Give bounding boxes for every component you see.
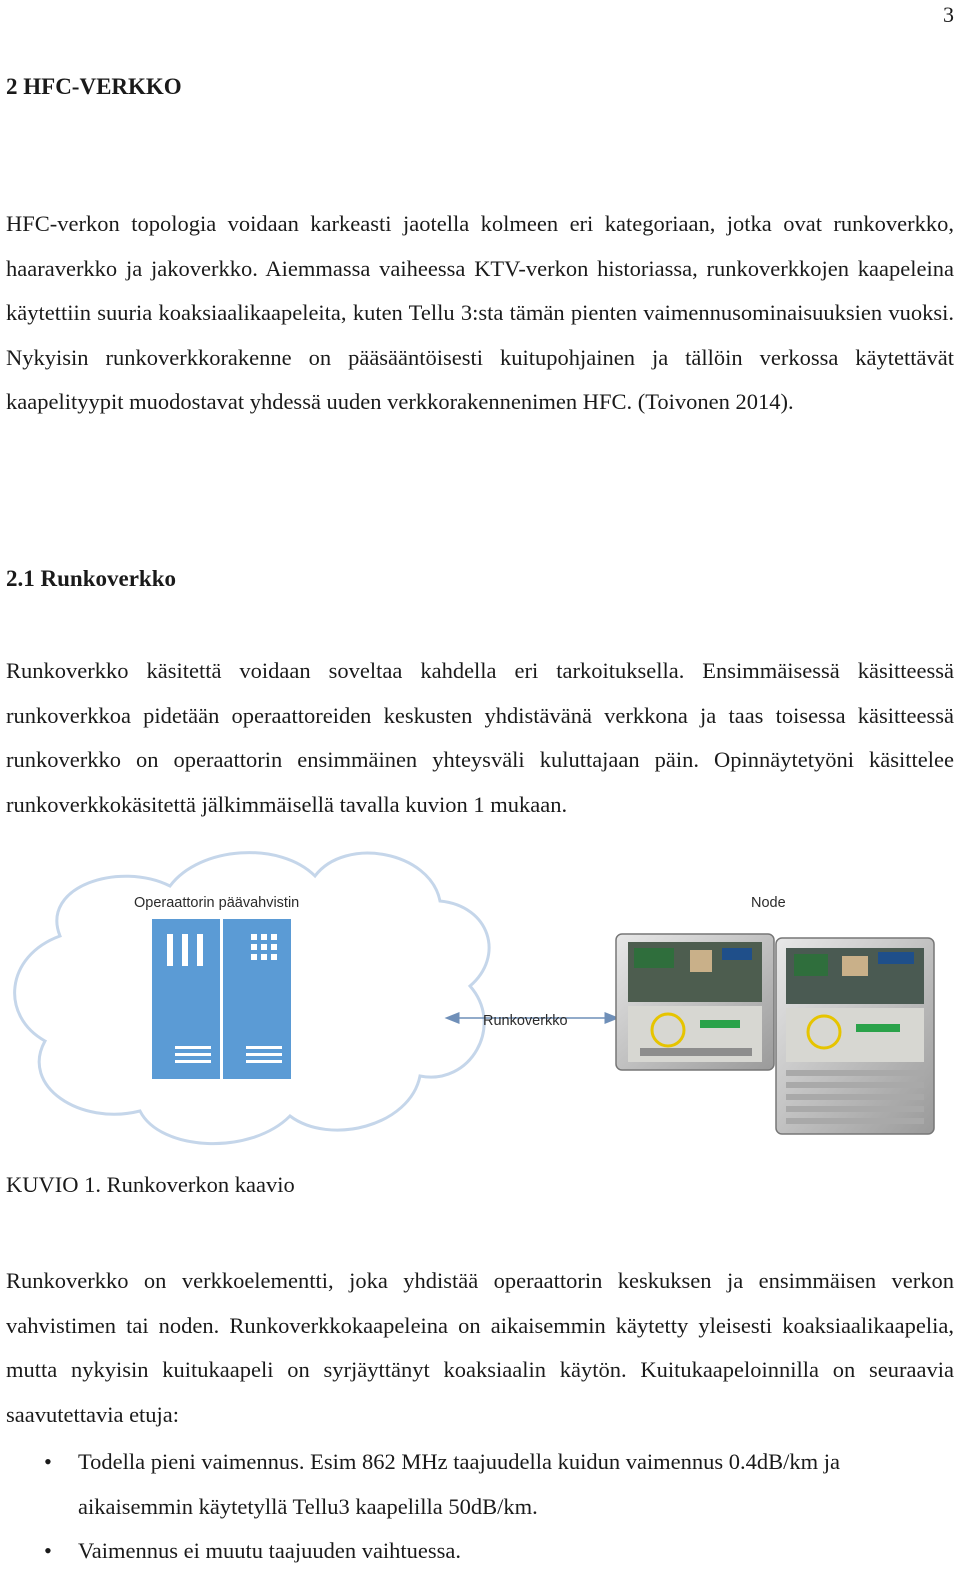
section-heading: 2.1 Runkoverkko (6, 566, 176, 591)
intro-paragraph: HFC-verkon topologia voidaan karkeasti jaotella kolmeen eri kategoriaan, jotka ovat runkoverkko, haaraverkko ja jakoverkko. Aiemmassa vaiheessa KTV-verkon historiassa, runkoverkkojen kaapeleina käytettiin suuria koaksiaalikaapeleita, kuten Tellu 3:sta tämän pienten vaimennusominaisuuksien vuoksi. Nykyisin runkoverkkorakenne on pääsääntöisesti kuitupohjainen ja tällöin verkossa käytettävät kaapelityypit muodostavat yhdessä uuden verkkorakennenimen HFC. (Toivonen 2014). (6, 211, 954, 415)
chapter-heading: 2 HFC-VERKKO (6, 74, 182, 99)
list-item-text: Vaimennus ei muutu taajuuden vaihtuessa. (78, 1538, 462, 1564)
figure-caption: KUVIO 1. Runkoverkon kaavio (6, 1172, 295, 1197)
list-item (0, 1529, 954, 1574)
bullet-icon: • (44, 1449, 52, 1474)
page-number: 3 (943, 2, 954, 27)
operator-label: Operaattorin päävahvistin (134, 895, 300, 911)
bullet-icon: • (44, 1538, 52, 1564)
figure-runkoverkko-diagram (0, 826, 960, 1166)
list-item (0, 1440, 954, 1529)
node-label: Node (751, 895, 786, 911)
section-paragraph: Runkoverkko käsitettä voidaan soveltaa kahdella eri tarkoituksella. Ensimmäisessä käsitteessä runkoverkkoa pidetään operaattoreiden keskusten yhdistävänä verkkona ja taas toisessa käsitteessä runkoverkko on operaattorin ensimmäinen yhteysväli kuluttajaan päin. Opinnäytetyöni käsittelee runkoverkkokäsitettä jälkimmäisellä tavalla kuvion 1 mukaan. (6, 658, 954, 817)
diagram-svg (0, 826, 960, 1166)
link-label: Runkoverkko (483, 1013, 568, 1029)
list-item-text: Todella pieni vaimennus. Esim 862 MHz taajuudella kuidun vaimennus 0.4dB/km ja aikaisemmin käytetyllä Tellu3 kaapelilla 50dB/km. (78, 1449, 841, 1519)
body-paragraph: Runkoverkko on verkkoelementti, joka yhdistää operaattorin keskuksen ja ensimmäisen verkon vahvistimen tai noden. Runkoverkkokaapeleina on aikaisemmin käytetty yleisesti koaksiaalikaapelia, mutta nykyisin kuitukaapeli on syrjäyttänyt koaksiaalin käytön. Kuitukaapeloinnilla on seuraavia saavutettavia etuja: (6, 1268, 954, 1427)
node-device-image (616, 934, 934, 1134)
advantages-list (0, 1440, 954, 1574)
